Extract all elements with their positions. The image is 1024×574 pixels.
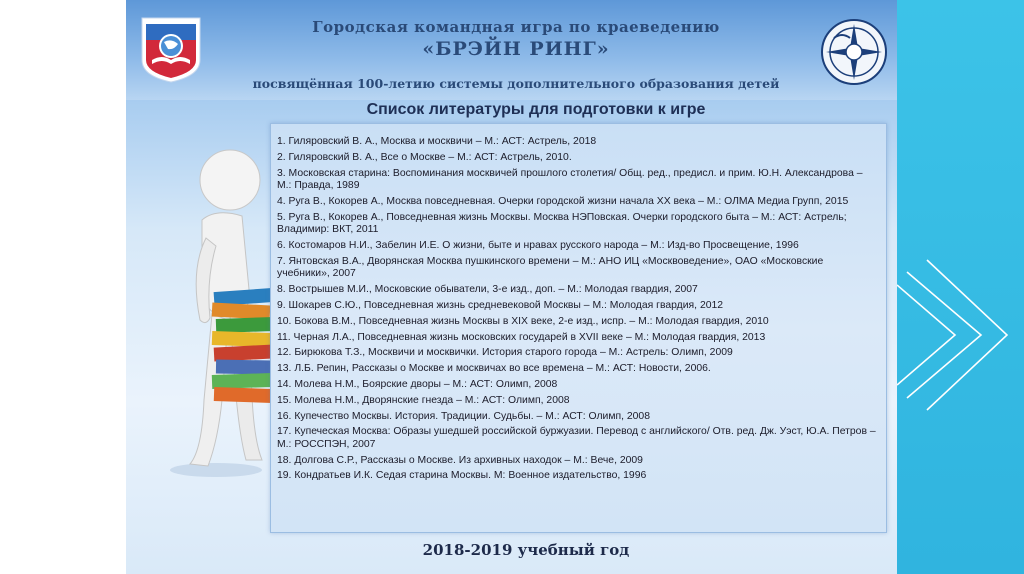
list-item: 15. Молева Н.М., Дворянские гнезда – М.: АСТ: Олимп, 2008 [277, 394, 570, 406]
academic-year-footer: 2018-2019 учебный год [422, 541, 630, 559]
list-item: 3. Московская старина: Воспоминания москвичей прошлого столетия/ Общ. ред., предисл. и прим. Ю.Н. Александрова – М.: Правда, 1989 [277, 167, 863, 192]
figure-with-books-illustration [150, 120, 276, 480]
list-item: 14. Молева Н.М., Боярские дворы – М.: АСТ: Олимп, 2008 [277, 378, 558, 390]
list-item: 6. Костомаров Н.И., Забелин И.Е. О жизни, быте и нравах русского народа – М.: Изд-во Просвещение, 1996 [277, 240, 799, 252]
list-item: 9. Шокарев С.Ю., Повседневная жизнь средневековой Москвы – М.: Молодая гвардия, 2012 [277, 300, 724, 312]
header-line-3: посвящённая 100-летию системы дополнительного образования детей [252, 76, 780, 91]
decorative-lines [897, 250, 1024, 420]
list-item: 19. Кондратьев И.К. Седая старина Москвы. М: Военное издательство, 1996 [277, 470, 647, 482]
list-item: 8. Вострышев М.И., Московские обыватели, 3-е изд., доп. – М.: Молодая гвардия, 2007 [277, 284, 698, 296]
literature-list-panel [270, 123, 887, 533]
header-game-title: «БРЭЙН РИНГ» [422, 38, 610, 60]
list-item: 4. Руга В., Кокорев А., Москва повседневная. Очерки городской жизни начала XX века – М.: ОЛМА Медиа Групп, 2015 [277, 195, 849, 207]
list-item: 5. Руга В., Кокорев А., Повседневная жизнь Москвы. Москва НЭПовская. Очерки городского быта – М.: АСТ: Астрель; Владимир: ВКТ, 2011 [277, 211, 847, 236]
list-title: Список литературы для подготовки к игре [366, 101, 706, 118]
list-item: 18. Долгова С.Р., Рассказы о Москве. Из архивных находок – М.: Вече, 2009 [277, 454, 643, 466]
list-item: 2. Гиляровский В. А., Все о Москве – М.: АСТ: Астрель, 2010. [277, 151, 572, 163]
list-item: 11. Черная Л.А., Повседневная жизнь московских государей в XVII веке – М.: Молодая гвардия, 2013 [277, 331, 766, 343]
list-item: 17. Купеческая Москва: Образы ушедшей российской буржуазии. Перевод с английского/ Отв. ред. Дж. Уэст, Ю.А. Петров – М.: РОССПЭН, 2007 [277, 426, 876, 450]
literature-list [277, 136, 877, 486]
slide [126, 0, 897, 574]
list-item: 7. Янтовская В.А., Дворянская Москва пушкинского времени – М.: АНО ИЦ «Москвоведение», ОАО «Московские учебники», 2007 [277, 255, 824, 280]
list-item: 16. Купечество Москвы. История. Традиции. Судьбы. – М.: АСТ: Олимп, 2008 [277, 410, 650, 422]
list-item: 1. Гиляровский В. А., Москва и москвичи – М.: АСТ: Астрель, 2018 [277, 136, 597, 147]
education-logo-icon [138, 14, 204, 84]
list-item: 13. Л.Б. Репин, Рассказы о Москве и москвичах во все времена – М.: АСТ: Новости, 2006. [277, 363, 711, 375]
list-item: 10. Бокова В.М., Повседневная жизнь Москвы в XIX веке, 2-е изд., испр. – М.: Молодая гвардия, 2010 [277, 315, 769, 327]
list-item: 12. Бирюкова Т.З., Москвичи и москвички. История старого города – М.: Астрель: Олимп, 2009 [277, 347, 733, 359]
compass-logo-icon [820, 18, 888, 86]
header-line-1: Городская командная игра по краеведению [312, 18, 720, 36]
